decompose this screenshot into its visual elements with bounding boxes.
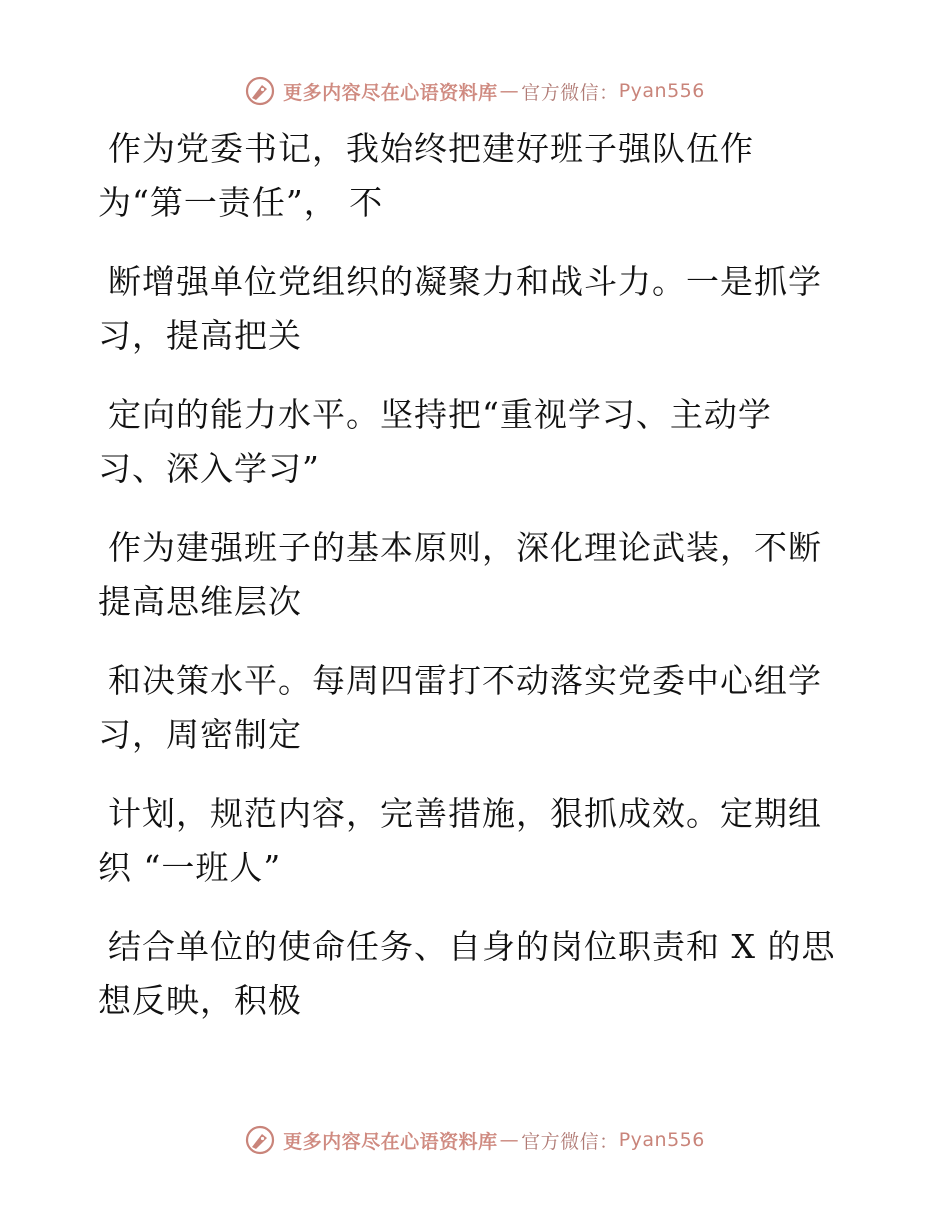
paragraph-line: 习、深入学习” (98, 449, 320, 488)
watermark-dash: — (499, 80, 520, 102)
watermark-site-name: 更多内容尽在心语资料库 (283, 81, 498, 104)
header-watermark (0, 71, 950, 111)
paragraph-7 (98, 920, 858, 1028)
watermark-wechat-label: 官方微信： (521, 81, 619, 104)
document-body (98, 122, 858, 1053)
paragraph-5 (98, 654, 858, 762)
paragraph-4 (98, 521, 858, 629)
paragraph-line: 习，提高把关 (98, 316, 302, 355)
paragraph-line: 和决策水平。每周四雷打不动落实党委中心组学 (108, 661, 822, 700)
paragraph-3 (98, 388, 858, 496)
footer-watermark (0, 1120, 950, 1160)
watermark-site-name: 更多内容尽在心语资料库 (283, 1130, 498, 1153)
paragraph-line: 作为党委书记，我始终把建好班子强队伍作 (108, 129, 754, 168)
paragraph-line: 想反映，积极 (98, 981, 302, 1020)
watermark-wechat-label: 官方微信： (521, 1130, 619, 1153)
paragraph-line: 提高思维层次 (98, 582, 302, 621)
pen-nib-logo-icon (245, 1125, 275, 1155)
paragraph-line: 定向的能力水平。坚持把“重视学习、主动学 (108, 395, 772, 434)
paragraph-2 (98, 255, 858, 363)
paragraph-line: 织 “一班人” (98, 848, 282, 887)
pen-nib-logo-icon (245, 76, 275, 106)
paragraph-line: 为“第一责任”， 不 (98, 183, 384, 222)
watermark-account: Pyan556 (618, 1129, 705, 1151)
watermark-dash: — (499, 1129, 520, 1151)
paragraph-line: 作为建强班子的基本原则，深化理论武装，不断 (108, 528, 822, 567)
paragraph-line: 断增强单位党组织的凝聚力和战斗力。一是抓学 (108, 262, 822, 301)
paragraph-6 (98, 787, 858, 895)
paragraph-1 (98, 122, 858, 230)
watermark-account: Pyan556 (618, 80, 705, 102)
paragraph-line: 结合单位的使命任务、自身的岗位职责和 X 的思 (108, 927, 836, 966)
paragraph-line: 计划，规范内容，完善措施，狠抓成效。定期组 (108, 794, 822, 833)
paragraph-line: 习，周密制定 (98, 715, 302, 754)
